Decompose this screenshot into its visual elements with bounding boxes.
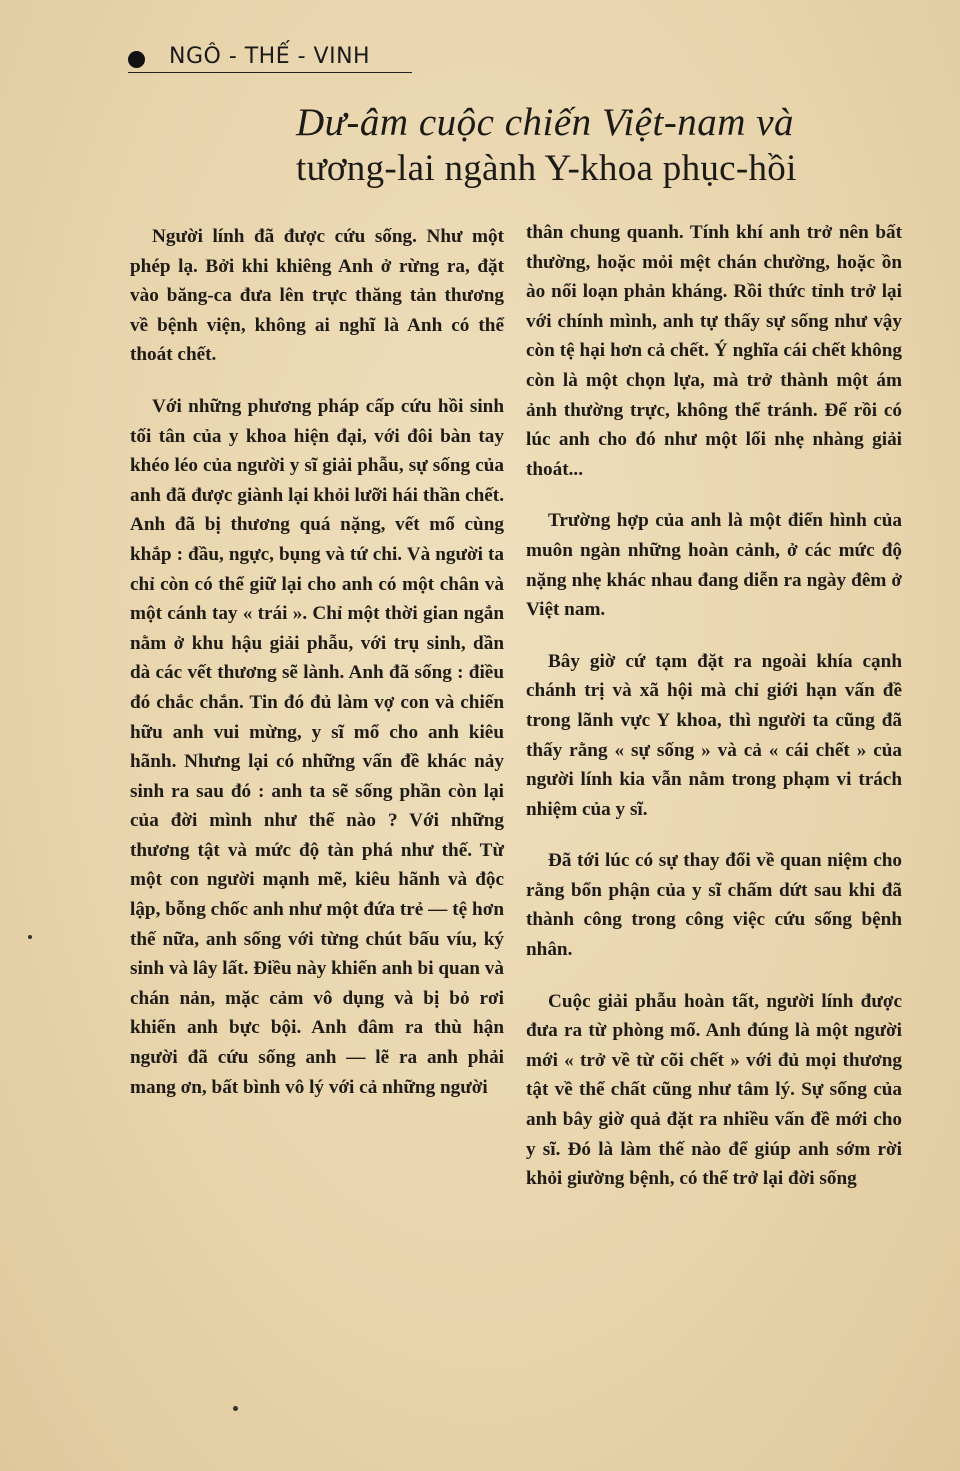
article-title-line-1: Dư-âm cuộc chiến Việt-nam và [296, 101, 795, 144]
paragraph: Với những phương pháp cấp cứu hồi sinh tối tân của y khoa hiện đại, với đôi bàn tay khéo léo của người y sĩ giải phẫu, sự sống của anh đã được giành lại khỏi lưỡi hái thần chết. Anh đã bị thương quá nặng, vết mổ cùng khắp : đầu, ngực, bụng và tứ chi. Và người ta chỉ còn có thể giữ lại cho anh có một chân và một cánh tay « trái ». Chỉ một thời gian ngắn nằm ở khu hậu giải phẫu, với trụ sinh, dần dà các vết thương sẽ lành. Anh đã sống : điều đó chắc chắn. Tin đó đủ làm vợ con và chiến hữu anh vui mừng, y sĩ mổ cho anh kiêu hãnh. Nhưng lại có những vấn đề khác nảy sinh ra sau đó : anh ta sẽ sống phần còn lại của đời mình như thế nào ? Với những thương tật và mức độ tàn phá như thế. Từ một con người mạnh mẽ, kiêu hãnh và độc lập, bỗng chốc anh như một đứa trẻ — tệ hơn thế nữa, anh sống với từng chút bấu víu, ký sinh và lây lất. Điều này khiến anh bi quan và chán nản, mặc cảm vô dụng và bị bỏ rơi khiến anh bực bội. Anh đâm ra thù hận người đã cứu sống anh — lẽ ra anh phải mang ơn, bất bình vô lý với cả những người [130, 395, 504, 1098]
article-title-line-2: tương-lai ngành Y-khoa phục-hồi [296, 148, 797, 189]
print-speck [233, 1406, 238, 1411]
author-name: NGÔ - THẾ - VINH [169, 43, 371, 69]
paragraph: Trường hợp của anh là một điển hình của muôn ngàn những hoàn cảnh, ở các mức độ nặng nhẹ khác nhau đang diễn ra ngày đêm ở Việt nam. [526, 510, 902, 621]
left-text-column [130, 222, 504, 1124]
running-header [128, 40, 412, 73]
paragraph: thân chung quanh. Tính khí anh trở nên bất thường, hoặc mỏi mệt chán chường, hoặc ồn ào nổi loạn phản kháng. Rồi thức tỉnh trở lại với chính mình, anh tự thấy sự sống như vậy còn tệ hại hơn cả chết. Ý nghĩa cái chết không còn là một chọn lựa, mà trở thành một ám ảnh thường trực, không thể tránh. Để rồi có lúc anh cho đó như một lối nhẹ nhàng giải thoát... [526, 222, 902, 480]
paragraph: Người lính đã được cứu sống. Như một phép lạ. Bởi khi khiêng Anh ở rừng ra, đặt vào băng-ca đưa lên trực thăng tản thương về bệnh viện, không ai nghĩ là Anh có thể thoát chết. [130, 226, 504, 366]
print-speck [28, 935, 32, 939]
paragraph: Cuộc giải phẫu hoàn tất, người lính được đưa ra từ phòng mổ. Anh đúng là một người mới « trở về từ cõi chết » với đủ mọi thương tật về thể chất cũng như tâm lý. Sự sống của anh bây giờ quả đặt ra nhiều vấn đề mới cho y sĩ. Đó là làm thế nào để giúp anh sớm rời khỏi giường bệnh, có thể trở lại đời sống [526, 990, 902, 1190]
bullet-icon [128, 51, 145, 68]
article-title [296, 100, 916, 192]
right-text-column [526, 218, 902, 1216]
paragraph: Đã tới lúc có sự thay đổi về quan niệm cho rằng bổn phận của y sĩ chấm dứt sau khi đã thành công trong công việc cứu sống bệnh nhân. [526, 850, 902, 961]
paragraph: Bây giờ cứ tạm đặt ra ngoài khía cạnh chánh trị và xã hội mà chỉ giới hạn vấn đề trong lãnh vực Y khoa, thì người ta cũng đã thấy rằng « sự sống » và cả « cái chết » của người lính kia vẫn nằm trong phạm vi trách nhiệm của y sĩ. [526, 650, 902, 820]
